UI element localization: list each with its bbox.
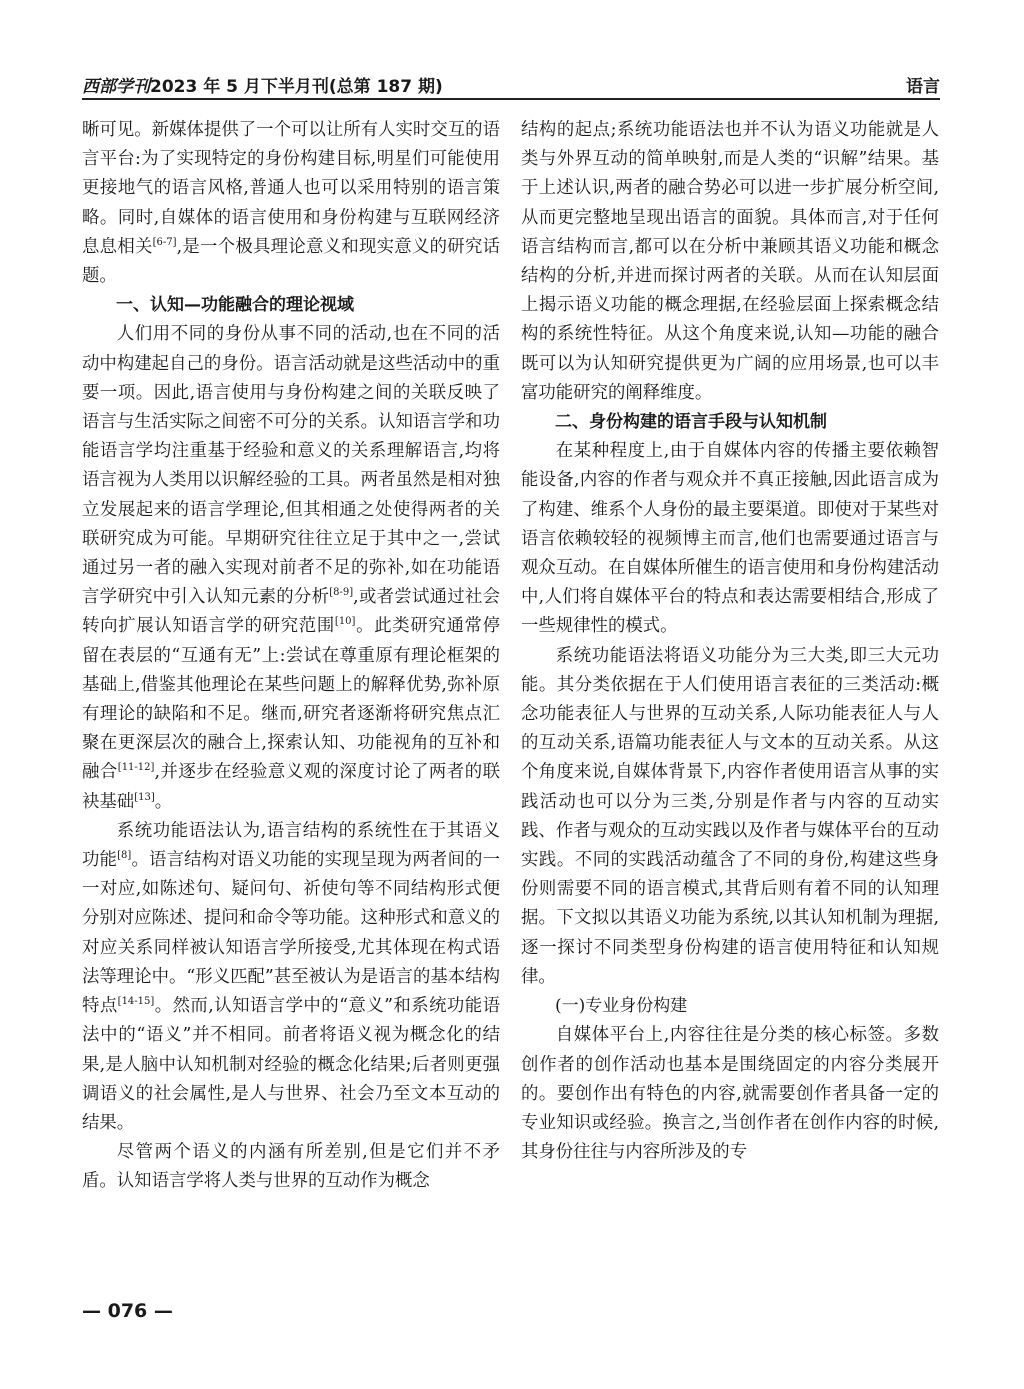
section-heading-2: 二、身份构建的语言手段与认知机制: [555, 412, 827, 433]
section-name: 语言: [906, 77, 940, 97]
citation: [14-15]: [117, 996, 155, 1008]
paragraph: 系统功能语法将语义功能分为三大类,即三大元功能。其分类依据在于人们使用语言表征的三类活动:概念功能表征人与世界的互动关系,人际功能表征人与人的互动关系,语篇功能表征人与文本的互动关系。从这个角度来说,自媒体背景下,内容作者使用语言从事的实践活动也可以分为三类,分别是作者与内容的互动实践、作者与观众的互动实践以及作者与媒体平台的互动实践。不同的实践活动蕴含了不同的身份,构建这些身份则需要不同的语言模式,其背后则有着不同的认知理据。下文拟以其语义功能为系统,以其认知机制为理据,逐一探讨不同类型身份构建的语言使用特征和认知规律。: [521, 645, 939, 987]
citation: [10]: [334, 616, 356, 628]
journal-logo: 西部学刊: [82, 77, 150, 97]
subsection-heading: (一)专业身份构建: [555, 996, 688, 1017]
citation: [8]: [117, 850, 132, 862]
issue-info: 2023 年 5 月下半月刊(总第 187 期): [150, 77, 443, 97]
section-heading-1: 一、认知—功能融合的理论视域: [116, 295, 354, 316]
paragraph: 晰可见。新媒体提供了一个可以让所有人实时交互的语言平台:为了实现特定的身份构建目标,明星们可能使用更接地气的语言风格,普通人也可以采用特别的语言策略。同时,自媒体的语言使用和身份构建与互联网经济息息相关[6-7],是一个极具理论意义和现实意义的研究话题。: [82, 120, 500, 287]
paragraph: 在某种程度上,由于自媒体内容的传播主要依赖智能设备,内容的作者与观众并不真正接触,因此语言成为了构建、维系个人身份的最主要渠道。即使对于某些对语言依赖较轻的视频博主而言,他们也需要通过语言与观众互动。在自媒体所催生的语言使用和身份构建活动中,人们将自媒体平台的特点和表达需要相结合,形成了一些规律性的模式。: [521, 441, 939, 637]
citation: [8-9]: [329, 587, 354, 599]
paragraph: 自媒体平台上,内容往往是分类的核心标签。多数创作者的创作活动也基本是围绕固定的内容分类展开的。要创作出有特色的内容,就需要创作者具备一定的专业知识或经验。换言之,当创作者在创作内容的时候,其身份往往与内容所涉及的专: [521, 1025, 939, 1163]
paragraph: 尽管两个语义的内涵有所差别,但是它们并不矛盾。认知语言学将人类与世界的互动作为概念: [82, 1142, 500, 1192]
running-header: [82, 72, 940, 100]
left-column: [82, 116, 500, 1197]
paragraph: 人们用不同的身份从事不同的活动,也在不同的活动中构建起自己的身份。语言活动就是这些活动中的重要一项。因此,语言使用与身份构建之间的关联反映了语言与生活实际之间密不可分的关系。认知语言学和功能语言学均注重基于经验和意义的关系理解语言,均将语言视为人类用以识解经验的工具。两者虽然是相对独立发展起来的语言学理论,但其相通之处使得两者的关联研究成为可能。早期研究往往立足于其中之一,尝试通过另一者的融入实现对前者不足的弥补,如在功能语言学研究中引入认知元素的分析[8-9],或者尝试通过社会转向扩展认知语言学的研究范围[10]。此类研究通常停留在表层的“互通有无”上:尝试在尊重原有理论框架的基础上,借鉴其他理论在某些问题上的解释优势,弥补原有理论的缺陷和不足。继而,研究者逐渐将研究焦点汇聚在更深层次的融合上,探索认知、功能视角的互补和融合[11-12],并逐步在经验意义观的深度讨论了两者的联袂基础[13]。: [82, 324, 500, 812]
citation: [13]: [134, 791, 155, 803]
citation: [6-7]: [152, 236, 177, 248]
paragraph: 结构的起点;系统功能语法也并不认为语义功能就是人类与外界互动的简单映射,而是人类的“识解”结果。基于上述认识,两者的融合势必可以进一步扩展分析空间,从而更完整地呈现出语言的面貌。具体而言,对于任何语言结构而言,都可以在分析中兼顾其语义功能和概念结构的分析,并进而探讨两者的关联。从而在认知层面上揭示语义功能的概念理据,在经验层面上探索概念结构的系统性特征。从这个角度来说,认知—功能的融合既可以为认知研究提供更为广阔的应用场景,也可以丰富功能研究的阐释维度。: [521, 120, 939, 403]
right-column: [521, 116, 939, 1167]
page-number: — 076 —: [82, 1300, 173, 1322]
paragraph: 系统功能语法认为,语言结构的系统性在于其语义功能[8]。语言结构对语义功能的实现呈现为两者间的一一对应,如陈述句、疑问句、祈使句等不同结构形式便分别对应陈述、提问和命令等功能。这种形式和意义的对应关系同样被认知语言学所接受,尤其体现在构式语法等理论中。“形义匹配”甚至被认为是语言的基本结构特点[14-15]。然而,认知语言学中的“意义”和系统功能语法中的“语义”并不相同。前者将语义视为概念化的结果,是人脑中认知机制对经验的概念化结果;后者则更强调语义的社会属性,是人与世界、社会乃至文本互动的结果。: [82, 820, 500, 1133]
citation: [11-12]: [117, 762, 155, 774]
journal-info: [82, 72, 443, 97]
